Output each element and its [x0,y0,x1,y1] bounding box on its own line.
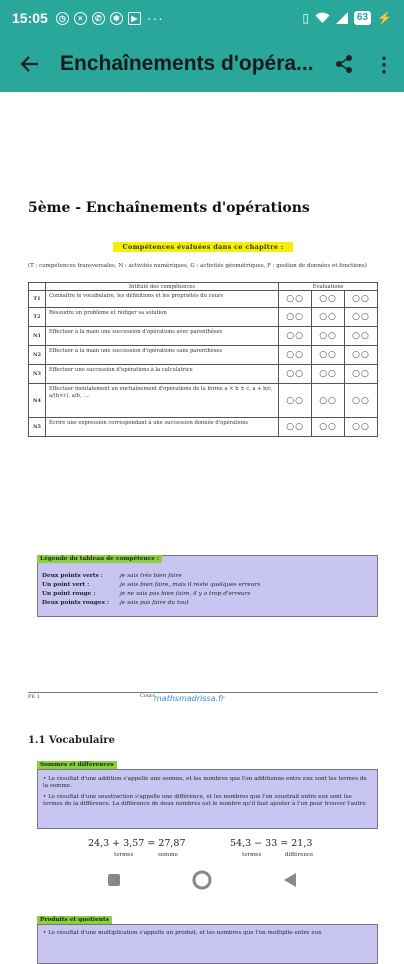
table-header-intitule: Intitulé des compétences [45,283,278,291]
notification-icons [56,12,141,25]
page-separator [28,692,378,693]
status-bar [0,0,404,36]
battery-icon: 63 [354,11,371,25]
recents-square-icon[interactable] [104,870,124,890]
site-logo: mathsmadrissa.fr [154,694,225,703]
competences-table [28,282,378,437]
legend-label: Légende du tableau de compétence : [37,555,162,563]
document-title: Enchaînements d'opéra... [60,52,314,75]
competences-title: Compétences évaluées dans ce chapitre : [113,242,293,252]
table-row: T2 Résoudre un problème et rédiger sa solution ○○ ○○ ○○ [29,308,378,327]
equation-label: termes [114,852,134,858]
pdf-document[interactable] [0,92,404,936]
table-row: N1 Effectuer à la main une succession d'opérations avec parenthèses ○○ ○○ ○○ [29,327,378,346]
table-row: N5 Écrire une expression correspondant à une succession donnée d'opérations ○○ ○○ ○○ [29,418,378,437]
equation-label: somme [158,852,178,858]
more-vert-icon[interactable]: ⋮ [374,53,394,76]
legend-row: Deux points rouges : je sais pas faire du tout [42,600,189,606]
back-triangle-icon[interactable] [280,870,300,890]
media-icon: ▶ [128,12,141,25]
definition-line: • Le résultat d'une multiplication s'appelle un produit, et les nombres que l'on multiplie entre eux [43,930,322,936]
equation-difference: 54,3 − 33 = 21,3 [230,838,313,849]
equation-label: termes [242,852,262,858]
equation-sum: 24,3 + 3,57 = 27,87 [88,838,186,849]
definition-line: • Le résultat d'une soustraction s'appelle une différence, et les nombres que l'on soustrait entre eux sont les termes de la différence. La différence de deux nombres est le nombre qu'il faut ajouter à l'un pour trouver l'autre [43,794,366,808]
home-circle-icon[interactable] [192,870,212,890]
definition-line: • Le résultat d'une addition s'appelle une somme, et les nombres que l'on additionne entre eux sont les termes de la somme. [43,776,367,790]
wifi-icon [315,12,330,24]
vibrate-icon: ▯ [302,11,309,25]
whatsapp-icon: ✆ [92,12,105,25]
section-title: 1.1 Vocabulaire [28,735,115,746]
competences-intro: (T : compétences transversales, N : activités numériques, G : activités géométriques, F : gestion de données et fonctions) [28,263,367,269]
more-notifications-icon: ··· [146,10,164,26]
legend-rows [42,572,260,608]
status-time: 15:05 [12,10,48,26]
table-row: N3 Effectuer une succession d'opérations à la calculatrice ○○ ○○ ○○ [29,365,378,384]
box-label: Sommes et différences [37,761,117,769]
page-title: 5ème - Enchaînements d'opérations [28,200,310,216]
table-header-eval: Evaluations [279,283,378,291]
notification-icon: ✱ [110,12,123,25]
system-nav-bar [0,860,404,900]
table-row: N4 Effectuer mentalement un enchaînement d'opérations de la forme a × b ± c, a + b/c, a/(b×c), a/b, .... ○○ ○○ ○○ [29,384,378,418]
charging-icon: ⚡ [377,11,392,25]
app-bar [0,36,404,92]
footer-course: Cours [140,693,156,699]
arrow-back-icon[interactable] [0,56,60,72]
table-row: N2 Effectuer à la main une succession d'opérations sans parenthèses ○○ ○○ ○○ [29,346,378,365]
box-label: Produits et quotients [37,916,112,924]
system-icons [302,11,392,25]
table-row: T1 Connaître le vocabulaire, les définitions et les propriétés du cours ○○ ○○ ○○ [29,291,378,308]
legend-row: Un point vert : je sais bien faire, mais il reste quelques erreurs [42,582,261,588]
alarm-icon: ◷ [56,12,69,25]
share-icon[interactable] [324,54,364,74]
mute-icon: × [74,12,87,25]
legend-row: Un point rouge : je ne sais pas bien faire, il y a trop d'erreurs [42,591,251,597]
signal-icon [336,12,348,24]
table-header-code [29,283,46,291]
equation-label: différence [285,852,314,858]
page-number: PE 1 [28,694,40,700]
legend-row: Deux points verts : je sais très bien faire [42,573,182,579]
